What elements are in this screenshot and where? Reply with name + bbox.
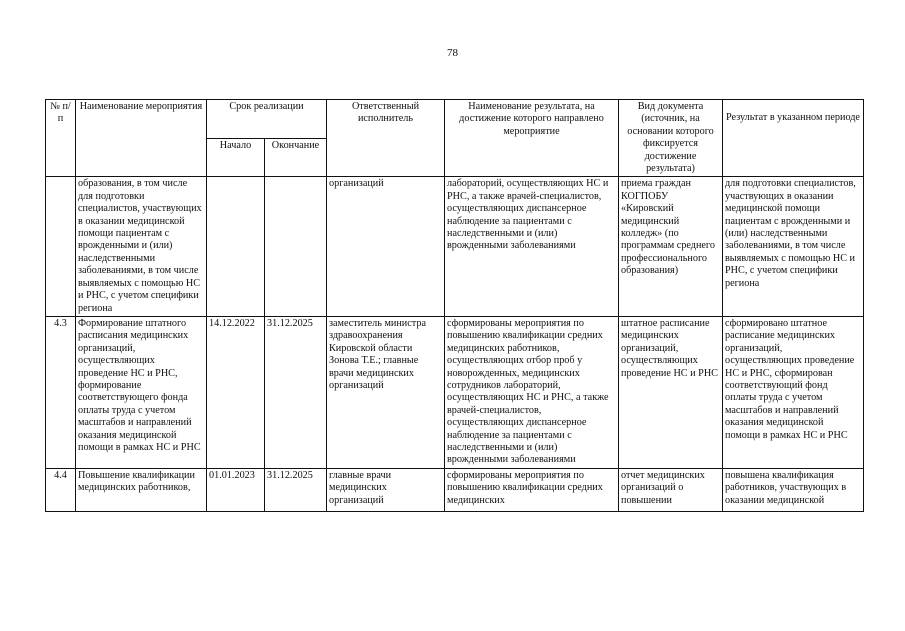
row-doc-type: отчет медицинских организаций о повышении [619,468,723,511]
header-name: Наименование мероприятия [76,100,207,177]
header-end: Окончание [265,138,327,177]
row-result-name: лабораторий, осуществляющих НС и РНС, а также врачей-специалистов, осуществляющих диспансерное наблюдение за пациентами с наследственными и (или) врожденными заболеваниями [445,177,619,316]
row-start: 14.12.2022 [207,316,265,468]
row-num: 4.4 [46,468,76,511]
header-start: Начало [207,138,265,177]
row-name: образования, в том числе для подготовки специалистов, участвующих в оказании медицинской помощи пациентам с врожденными и (или) наследственными заболеваниями, в том числе выявляемых с помощью НС и РНС, с учетом специфики региона [76,177,207,316]
table-row [46,468,864,511]
header-result-name: Наименование результата, на достижение которого направлено мероприятие [445,100,619,177]
header-doc-type: Вид документа (источник, на основании которого фиксируется достижение результата) [619,100,723,177]
table-row [46,316,864,468]
row-responsible: главные врачи медицинских организаций [327,468,445,511]
row-end: 31.12.2025 [265,468,327,511]
row-doc-type: штатное расписание медицинских организаций, осуществляющих проведение НС и РНС [619,316,723,468]
row-end [265,177,327,316]
row-responsible: организаций [327,177,445,316]
row-result-period: для подготовки специалистов, участвующих в оказании медицинской помощи пациентам с врожденными и (или) наследственными заболеваниями, в том числе выявляемых с помощью НС и РНС, с учетом специфики региона [723,177,864,316]
activities-table [45,99,864,512]
row-name: Повышение квалификации медицинских работников, [76,468,207,511]
row-result-period: сформировано штатное расписание медицинских организаций, осуществляющих проведение НС и РНС, сформирован соответствующий фонд оплаты труда с учетом масштабов и направлений оказания медицинской помощи в рамках НС и РНС [723,316,864,468]
row-num [46,177,76,316]
row-doc-type: приема граждан КОГПОБУ «Кировский медицинский колледж» (по программам среднего профессионального образования) [619,177,723,316]
header-result-period: Результат в указанном периоде [723,100,864,177]
row-end: 31.12.2025 [265,316,327,468]
row-start: 01.01.2023 [207,468,265,511]
row-result-name: сформированы мероприятия по повышению квалификации средних медицинских [445,468,619,511]
header-num: № п/п [46,100,76,177]
header-period: Срок реализации [207,100,327,139]
row-num: 4.3 [46,316,76,468]
row-responsible: заместитель министра здравоохранения Кировской области Зонова Т.Е.; главные врачи медицинских организаций [327,316,445,468]
row-result-name: сформированы мероприятия по повышению квалификации средних медицинских работников, осуществляющих отбор проб у новорожденных, медицинских сотрудников лабораторий, осуществляющих НС и РНС, а также врачей-специалистов, осуществляющих диспансерное наблюдение за пациентами с наследственными и (или) врожденными заболеваниями [445,316,619,468]
page-number: 78 [447,47,458,59]
row-start [207,177,265,316]
header-responsible: Ответственный исполнитель [327,100,445,177]
table-row [46,177,864,316]
row-name: Формирование штатного расписания медицинских организаций, осуществляющих проведение НС и РНС, формирование соответствующего фонда оплаты труда с учетом масштабов и направлений оказания медицинской помощи в рамках НС и РНС [76,316,207,468]
row-result-period: повышена квалификация работников, участвующих в оказании медицинской [723,468,864,511]
